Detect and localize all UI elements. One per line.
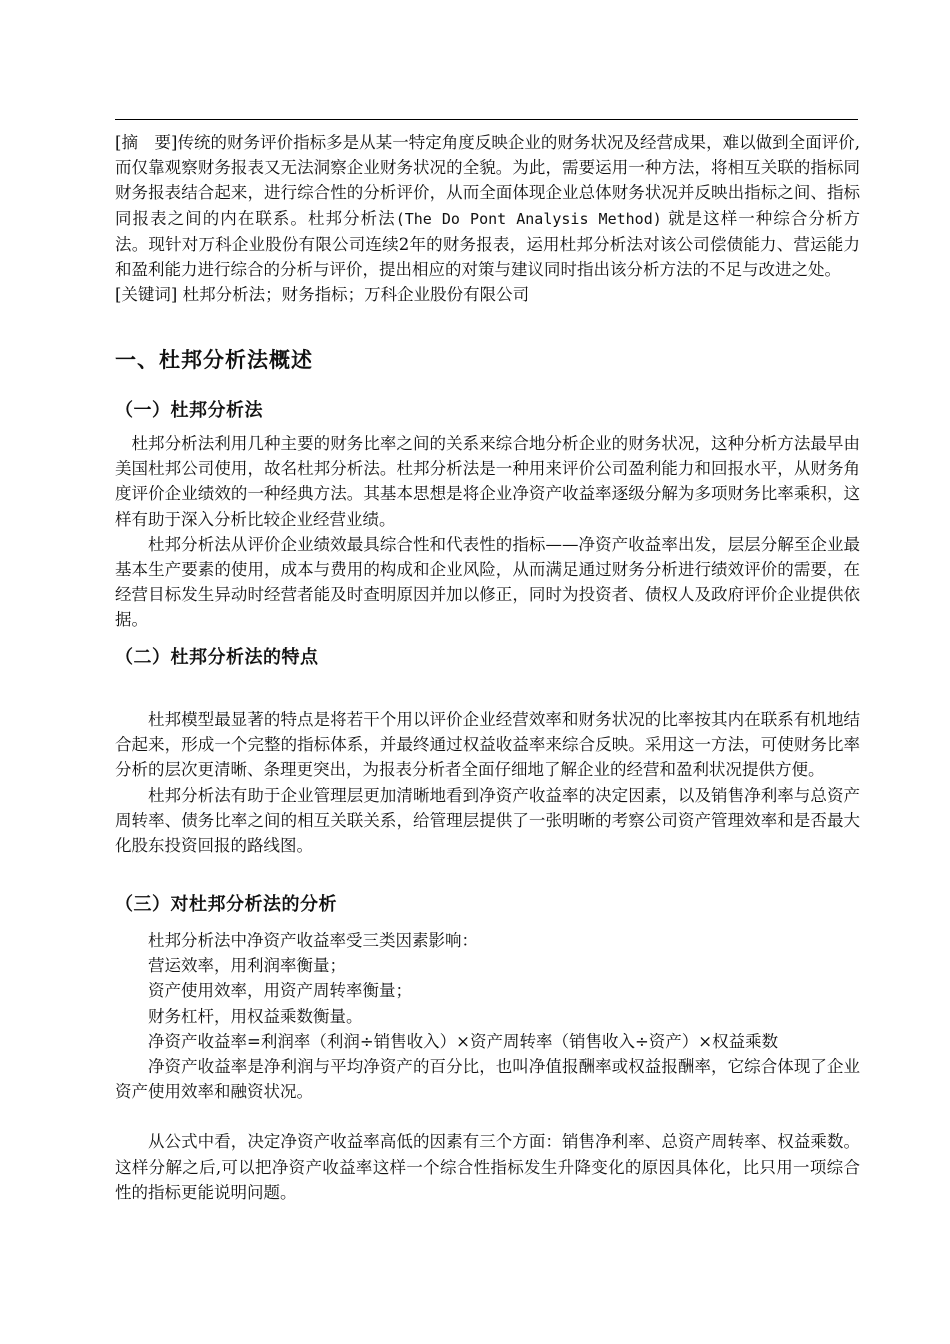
- abstract-text-2: 就是这样一种综合分析方法。现针对万科企业股份有限公司连续2年的财务报表，运用杜邦分析法对该公司偿债能力、营运能力和盈利能力进行综合的分析与评价，提出相应的对策与建议同时指出该分析方法的不足与改进之处。: [115, 208, 861, 280]
- sub1-body: [115, 431, 860, 633]
- sub3-line-2: 营运效率，用利润率衡量；: [148, 956, 346, 976]
- sub1-paragraph-1: 杜邦分析法利用几种主要的财务比率之间的关系来综合地分析企业的财务状况，这种分析方法最早由美国杜邦公司使用，故名杜邦分析法。杜邦分析法是一种用来评价公司盈利能力和回报水平，从财务角度评价企业绩效的一种经典方法。其基本思想是将企业净资产收益率逐级分解为多项财务比率乘积，这样有助于深入分析比较企业经营业绩。: [115, 434, 860, 529]
- sub2-paragraph-2: 杜邦分析法有助于企业管理层更加清晰地看到净资产收益率的决定因素，以及销售净利率与总资产周转率、债务比率之间的相互关联关系，给管理层提供了一张明晰的考察公司资产管理效率和是否最大化股东投资回报的路线图。: [115, 785, 860, 856]
- sub1-paragraph-2: 杜邦分析法从评价企业绩效最具综合性和代表性的指标——净资产收益率出发，层层分解至企业最基本生产要素的使用，成本与费用的构成和企业风险，从而满足通过财务分析进行绩效评价的需要，在经营目标发生异动时经营者能及时查明原因并加以修正，同时为投资者、债权人及政府评价企业提供依据。: [115, 534, 860, 630]
- sub3-body: [115, 928, 860, 1205]
- sub3-paragraph-1: 净资产收益率是净利润与平均净资产的百分比，也叫净值报酬率或权益报酬率，它综合体现了企业资产使用效率和融资状况。: [115, 1057, 860, 1102]
- sub2-paragraph-1: 杜邦模型最显著的特点是将若干个用以评价企业经营效率和财务状况的比率按其内在联系有机地结合起来，形成一个完整的指标体系，并最终通过权益收益率来综合反映。采用这一方法，可使财务比率分析的层次更清晰、条理更突出，为报表分析者全面仔细地了解企业的经营和盈利状况提供方便。: [115, 710, 860, 780]
- sub3-line-4: 财务杠杆，用权益乘数衡量。: [148, 1006, 363, 1026]
- abstract-block: [115, 130, 860, 307]
- sub3-line-3: 资产使用效率，用资产周转率衡量；: [148, 981, 412, 1001]
- abstract-label: [摘 要]: [115, 133, 178, 152]
- roe-formula: 净资产收益率=利润率（利润÷销售收入）×资产周转率（销售收入÷资产）×权益乘数: [148, 1031, 779, 1051]
- abstract-text-1: 传统的财务评价指标多是从某一特定角度反映企业的财务状况及经营成果，难以做到全面评价,而仅靠观察财务报表又无法洞察企业财务状况的全貌。为此，需要运用一种方法，将相互关联的指标同财务报表结合起来，进行综合性的分析评价，从而全面体现企业总体财务状况并反映出指标之间、指标同报表之间的内在联系。杜邦分析法: [115, 133, 860, 228]
- sub1-title: （一）杜邦分析法: [115, 400, 263, 421]
- top-rule: [115, 119, 858, 120]
- abstract-paragraph: [115, 130, 860, 282]
- sub3-line-1: 杜邦分析法中净资产收益率受三类因素影响：: [148, 931, 478, 950]
- sub3-title: （三）对杜邦分析法的分析: [115, 894, 337, 915]
- section1-title: 一、杜邦分析法概述: [115, 348, 313, 372]
- sub2-title: （二）杜邦分析法的特点: [115, 647, 319, 668]
- keywords-paragraph: [115, 282, 860, 307]
- abstract-method-en: (The Do Pont Analysis Method): [395, 209, 662, 228]
- keywords-label: [关键词]: [115, 285, 178, 305]
- sub3-paragraph-2: 从公式中看，决定净资产收益率高低的因素有三个方面：销售净利率、总资产周转率、权益乘数。这样分解之后,可以把净资产收益率这样一个综合性指标发生升降变化的原因具体化，比只用一项综合性的指标更能说明问题。: [115, 1132, 860, 1202]
- keywords-text: 杜邦分析法；财务指标；万科企业股份有限公司: [177, 285, 530, 305]
- sub2-body: [115, 707, 860, 858]
